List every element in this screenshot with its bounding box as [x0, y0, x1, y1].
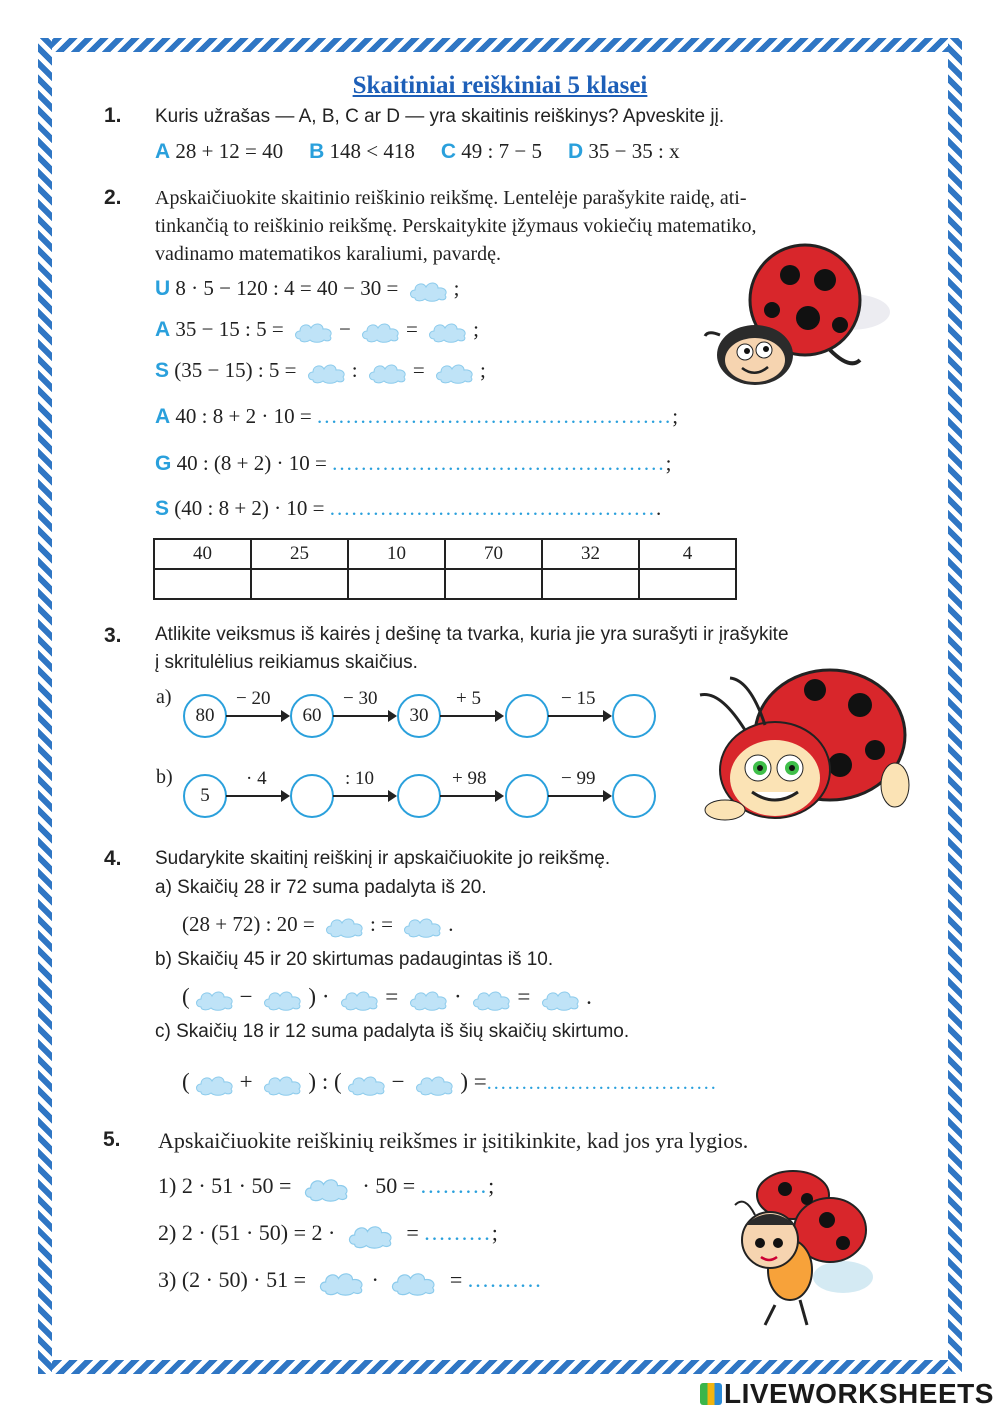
ex2-row-g: G 40 : (8 + 2) · 10 = ..............................................; [155, 451, 672, 475]
chain-operation: + 98 [452, 768, 487, 789]
chain-operation: − 20 [236, 688, 271, 709]
ex2-row-a1: A 35 − 15 : 5 = − = ; [155, 315, 479, 344]
ex1-options [155, 137, 815, 166]
border-top [38, 38, 962, 52]
table-cell: 25 [251, 539, 348, 569]
chain-arrow [440, 795, 502, 797]
table-input[interactable] [445, 569, 542, 599]
chain-circle-input[interactable] [612, 694, 656, 738]
ex2-row-a2: A 40 : 8 + 2 · 10 = .................................................; [155, 404, 679, 428]
chain-arrow [333, 715, 395, 717]
ex2-row-u: U 8 · 5 − 120 : 4 = 40 − 30 = ; [155, 274, 459, 303]
chain-operation: − 30 [343, 688, 378, 709]
table-header-row [154, 539, 736, 569]
ex2-number: 2. [104, 186, 122, 209]
cloud-input[interactable] [193, 1072, 237, 1096]
cloud-input[interactable] [305, 360, 349, 384]
ex1-number: 1. [104, 104, 122, 127]
chain-circle-input[interactable] [397, 774, 441, 818]
table-cell: 4 [639, 539, 736, 569]
chain-operation: · 4 [246, 768, 267, 789]
ex5-number: 5. [103, 1128, 121, 1151]
ex4-a-text: a) Skaičių 28 ir 72 suma padalyta iš 20. [155, 877, 487, 898]
ex1-option-a[interactable]: A 28 + 12 = 40 [155, 139, 284, 163]
table-input[interactable] [639, 569, 736, 599]
chain-arrow [548, 715, 610, 717]
answer-table [153, 538, 737, 600]
cloud-input[interactable] [413, 1072, 457, 1096]
chain-arrow [333, 795, 395, 797]
ex1-option-b[interactable]: B 148 < 418 [309, 139, 415, 163]
answer-line[interactable]: ......... [424, 1220, 492, 1245]
cloud-input[interactable] [345, 1072, 389, 1096]
cloud-input[interactable] [407, 278, 451, 302]
table-input[interactable] [154, 569, 251, 599]
chain-operation: : 10 [345, 768, 375, 789]
table-cell: 10 [348, 539, 445, 569]
ex4-c-expression: ( + ) : ( − ) =................................. [182, 1069, 718, 1094]
answer-line[interactable]: ................................................. [316, 404, 673, 428]
table-answer-row [154, 569, 736, 599]
ex3-a-label: a) [156, 686, 172, 708]
cloud-input[interactable] [433, 360, 477, 384]
answer-line[interactable]: ......... [420, 1173, 489, 1198]
logo-icon [700, 1383, 722, 1405]
cloud-input[interactable] [300, 1174, 354, 1202]
page-title: Skaitiniai reiškiniai 5 klasei [352, 72, 648, 99]
ex1-option-d[interactable]: D 35 − 35 : x [567, 139, 680, 163]
ex4-b-text: b) Skaičių 45 ir 20 skirtumas padaugintas iš 10. [155, 949, 554, 970]
chain-circle: 5 [183, 774, 227, 818]
answer-line[interactable]: .......... [467, 1267, 543, 1292]
cloud-input[interactable] [193, 987, 237, 1011]
cloud-input[interactable] [344, 1221, 398, 1249]
cloud-input[interactable] [359, 319, 403, 343]
chain-circle-input[interactable] [505, 774, 549, 818]
cloud-input[interactable] [470, 987, 514, 1011]
ex3-number: 3. [104, 624, 122, 647]
chain-arrow [440, 715, 502, 717]
ex4-b-expression: ( − ) · = · = . [182, 984, 592, 1009]
chain-arrow [226, 795, 288, 797]
ex1-option-c[interactable]: C 49 : 7 − 5 [440, 139, 542, 163]
chain-circle: 30 [397, 694, 441, 738]
ex2-row-s1: S (35 − 15) : 5 = : = ; [155, 356, 486, 385]
chain-circle-input[interactable] [612, 774, 656, 818]
border-bottom [38, 1360, 962, 1374]
table-input[interactable] [251, 569, 348, 599]
cloud-input[interactable] [426, 319, 470, 343]
chain-circle: 60 [290, 694, 334, 738]
ex1-question: Kuris užrašas — A, B, C ar D — yra skaitinis reiškinys? Apveskite jį. [155, 106, 725, 127]
chain-arrow [548, 795, 610, 797]
table-input[interactable] [542, 569, 639, 599]
ladybug-illustration [715, 1165, 880, 1335]
answer-line[interactable]: .............................................. [332, 451, 666, 475]
chain-circle: 80 [183, 694, 227, 738]
ex2-row-s2: S (40 : 8 + 2) · 10 = .............................................. [155, 496, 662, 520]
ex3-instructions: Atlikite veiksmus iš kairės į dešinę ta tvarka, kuria jie yra surašyti ir įrašykite į skritulėlius reikiamus skaičius. [155, 624, 789, 673]
chain-operation: − 15 [561, 688, 596, 709]
cloud-input[interactable] [323, 914, 367, 938]
cloud-input[interactable] [261, 987, 305, 1011]
table-input[interactable] [348, 569, 445, 599]
ex2-instructions: Apskaičiuokite skaitinio reiškinio reikšmę. Lentelėje parašykite raidę, ati- tinkančią to reiškinio reikšmę. Perskaitykite įžymaus vokiečių matematiko, vadinamo matematikos karaliumi, pavardę. [155, 187, 757, 265]
table-cell: 32 [542, 539, 639, 569]
cloud-input[interactable] [292, 319, 336, 343]
ex5-row-1: 1) 2 · 51 · 50 = · 50 = .........; [158, 1172, 494, 1202]
answer-line[interactable]: ............................................. [329, 496, 657, 520]
ladybug-illustration [700, 240, 895, 400]
liveworksheets-logo: LIVEWORKSHEETS [700, 1378, 994, 1410]
border-right [948, 38, 962, 1374]
ex5-row-3: 3) (2 · 50) · 51 = · = .......... [158, 1266, 543, 1296]
table-cell: 40 [154, 539, 251, 569]
chain-circle-input[interactable] [505, 694, 549, 738]
table-cell: 70 [445, 539, 542, 569]
chain-operation: − 99 [561, 768, 596, 789]
ex5-row-2: 2) 2 · (51 · 50) = 2 · = .........; [158, 1219, 498, 1249]
ex4-c-text: c) Skaičių 18 ir 12 suma padalyta iš šių skaičių skirtumo. [155, 1021, 630, 1042]
chain-circle-input[interactable] [290, 774, 334, 818]
cloud-input[interactable] [261, 1072, 305, 1096]
ex4-number: 4. [104, 847, 122, 870]
cloud-input[interactable] [539, 987, 583, 1011]
cloud-input[interactable] [338, 987, 382, 1011]
cloud-input[interactable] [407, 987, 451, 1011]
cloud-input[interactable] [366, 360, 410, 384]
cloud-input[interactable] [315, 1268, 369, 1296]
border-left [38, 38, 52, 1374]
ex3-b-label: b) [156, 766, 173, 788]
chain-arrow [226, 715, 288, 717]
cloud-input[interactable] [387, 1268, 441, 1296]
ex4-instructions: Sudarykite skaitinį reiškinį ir apskaičiuokite jo reikšmę. [155, 848, 611, 869]
chain-operation: + 5 [456, 688, 481, 709]
ex5-instructions: Apskaičiuokite reiškinių reikšmes ir įsitikinkite, kad jos yra lygios. [158, 1128, 749, 1153]
answer-line[interactable]: ................................. [486, 1072, 718, 1094]
ex4-a-expression: (28 + 72) : 20 = : = . [182, 910, 453, 938]
ladybug-illustration [690, 660, 915, 830]
cloud-input[interactable] [401, 914, 445, 938]
